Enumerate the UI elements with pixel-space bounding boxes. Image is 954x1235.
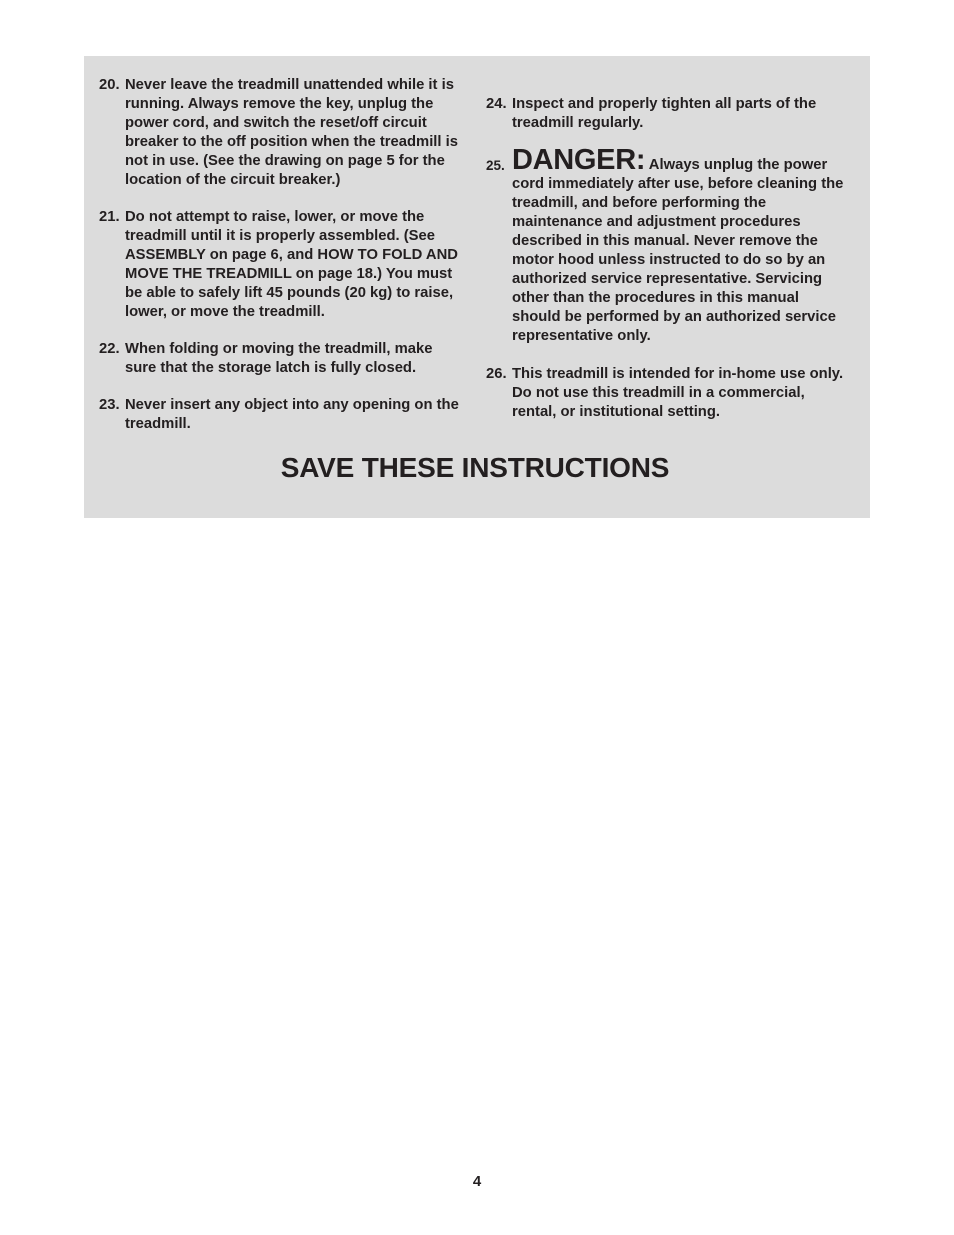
danger-first-line bbox=[512, 144, 851, 176]
item-number: 23. bbox=[99, 397, 120, 413]
item-text: Inspect and properly tighten all parts of the treadmill regularly. bbox=[512, 96, 817, 131]
instruction-item-23 bbox=[99, 396, 464, 434]
danger-lead-text: Always unplug the power bbox=[648, 157, 828, 173]
item-number: 20. bbox=[99, 77, 120, 93]
instruction-item-25-danger bbox=[486, 144, 851, 346]
item-text: Never insert any object into any opening on the treadmill. bbox=[125, 397, 459, 432]
instruction-item-22 bbox=[99, 340, 464, 378]
item-text: This treadmill is intended for in-home use only. Do not use this treadmill in a commercial, rental, or institutional setting. bbox=[512, 366, 844, 420]
item-text: cord immediately after use, before cleaning the treadmill, and before performing the maintenance and adjustment procedures described in this manual. Never remove the motor hood unless instructed to do so by an authorized service representative. Servicing other than the procedures in this manual should be performed by an authorized service representative only. bbox=[512, 176, 844, 344]
right-column bbox=[486, 95, 851, 440]
item-text: When folding or moving the treadmill, make sure that the storage latch is fully closed. bbox=[125, 341, 433, 376]
item-text: Never leave the treadmill unattended while it is running. Always remove the key, unplug the power cord, and switch the reset/off circuit breaker to the off position when the treadmill is not in use. (See the drawing on page 5 for the location of the circuit breaker.) bbox=[125, 77, 458, 188]
instruction-item-24 bbox=[486, 95, 851, 133]
instruction-item-21 bbox=[99, 208, 464, 322]
item-number: 21. bbox=[99, 209, 120, 225]
safety-instructions-panel bbox=[84, 56, 870, 518]
item-text: Do not attempt to raise, lower, or move the treadmill until it is properly assembled. (See ASSEMBLY on page 6, and HOW TO FOLD AND MOVE THE TREADMILL on page 18.) You must be able to safely lift 45 pounds (20 kg) to raise, lower, or move the treadmill. bbox=[125, 209, 458, 320]
item-number: 22. bbox=[99, 341, 120, 357]
save-instructions-heading: SAVE THESE INSTRUCTIONS bbox=[280, 452, 670, 483]
item-number: 25. bbox=[486, 158, 505, 173]
item-number: 24. bbox=[486, 96, 507, 112]
left-column bbox=[99, 76, 464, 452]
instruction-item-20 bbox=[99, 76, 464, 190]
danger-label: DANGER: bbox=[512, 144, 646, 176]
item-number: 26. bbox=[486, 366, 507, 382]
instruction-item-26 bbox=[486, 365, 851, 422]
page-number: 4 bbox=[472, 1173, 482, 1190]
